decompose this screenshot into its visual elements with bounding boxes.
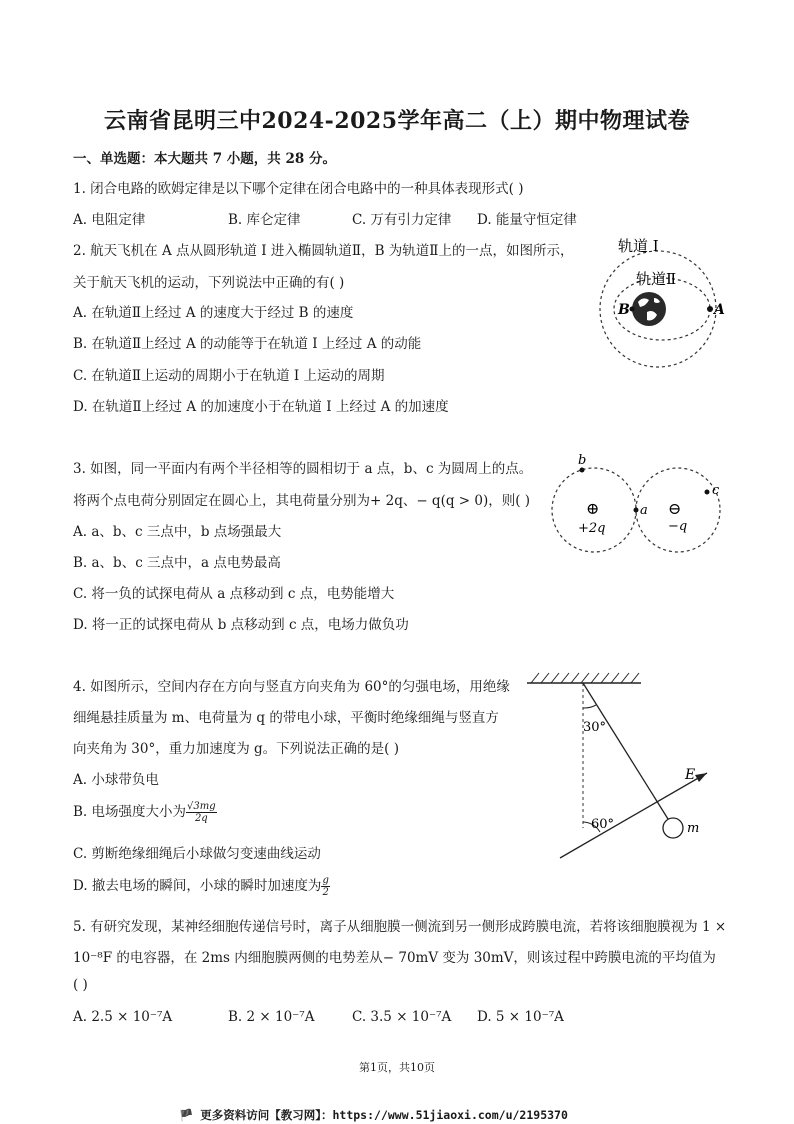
angle-arc-30 (583, 705, 596, 708)
section-heading: 一、单选题：本大题共 7 小题，共 28 分。 (73, 151, 336, 167)
point-b-dot (580, 468, 585, 473)
orbit-diagram (592, 232, 732, 377)
fraction-denominator: 2 (322, 887, 329, 898)
point-b-label: b (578, 453, 587, 468)
q5-option-b: B. 2 × 10⁻⁷A (228, 1009, 315, 1025)
q4-stem-line2: 细绳悬挂质量为 m、电荷量为 q 的带电小球，平衡时绝缘细绳与竖直方 (73, 710, 499, 726)
point-b-dot (630, 307, 635, 312)
pendulum-field-diagram (525, 668, 725, 864)
q1-option-b: B. 库仑定律 (228, 212, 301, 228)
q1-option-c: C. 万有引力定律 (352, 212, 452, 228)
point-a-dot (634, 508, 639, 513)
ball-mass-label: m (687, 821, 700, 836)
charge2-label: −q (668, 519, 688, 534)
q5-stem-line2: 10⁻⁸F 的电容器，在 2ms 内细胞膜两侧的电势差从− 70mV 变为 30mV，则该过程中跨膜电流的平均值为 (73, 950, 716, 966)
q1-stem: 1. 闭合电路的欧姆定律是以下哪个定律在闭合电路中的一种具体表现形式( ) (73, 181, 524, 197)
q5-option-d: D. 5 × 10⁻⁷A (477, 1009, 564, 1025)
q1-option-d: D. 能量守恒定律 (477, 212, 577, 228)
earth-icon (632, 292, 666, 326)
page-number: 第1页，共10页 (359, 1061, 435, 1074)
orbit1-label: 轨道 Ⅰ (618, 237, 659, 255)
point-a-label: a (640, 503, 648, 518)
q5-stem-line1: 5. 有研究发现，某神经细胞传递信号时，离子从细胞膜一侧流到另一侧形成跨膜电流，若将该细胞膜视为 1 × (73, 919, 727, 935)
fraction-numerator: g (322, 875, 329, 886)
ceiling-hatch (531, 673, 639, 683)
q3-option-a: A. a、b、c 三点中，b 点场强最大 (73, 524, 282, 540)
q3-stem-line1: 3. 如图，同一平面内有两个半径相等的圆相切于 a 点，b、c 为圆周上的点。 (73, 461, 533, 477)
point-a-label: A (714, 302, 725, 318)
charge1-label: +2q (578, 521, 606, 536)
q5-stem-line3: ( ) (73, 977, 88, 993)
q4-option-d-text: D. 撤去电场的瞬间，小球的瞬时加速度为 (73, 878, 322, 894)
q2-stem-line2: 关于航天飞机的运动，下列说法中正确的有( ) (73, 275, 345, 291)
q4-option-d (73, 874, 330, 898)
q2-stem-line1: 2. 航天飞机在 A 点从圆形轨道 Ⅰ 进入椭圆轨道Ⅱ，B 为轨道Ⅱ上的一点，如图所示， (73, 243, 574, 259)
q4-option-d-fraction (321, 875, 329, 898)
angle-60-label: 60° (591, 817, 615, 832)
q4-option-b-text: B. 电场强度大小为 (73, 804, 187, 820)
point-b-label: B (618, 302, 630, 318)
field-arrow-icon (695, 773, 707, 782)
field-e-label: E (685, 767, 696, 783)
fraction-numerator: √3mg (187, 801, 216, 812)
point-c-dot (705, 490, 710, 495)
q4-option-b-fraction (186, 801, 217, 824)
q4-stem-line3: 向夹角为 30°，重力加速度为 g。下列说法正确的是( ) (73, 741, 399, 757)
q4-option-b (73, 800, 217, 824)
negative-charge-icon: ⊖ (668, 499, 682, 518)
two-circles-diagram (548, 452, 728, 562)
orbit2-label: 轨道Ⅱ (636, 270, 677, 288)
field-line-e (560, 773, 707, 858)
angle-30-label: 30° (583, 720, 607, 735)
q2-option-d: D. 在轨道Ⅱ上经过 A 的加速度小于在轨道 Ⅰ 上经过 A 的加速度 (73, 399, 449, 415)
q3-option-d: D. 将一正的试探电荷从 b 点移动到 c 点，电场力做负功 (73, 617, 409, 633)
fraction-denominator: 2q (194, 813, 208, 824)
string-line (583, 683, 668, 819)
q3-stem-line2: 将两个点电荷分别固定在圆心上，其电荷量分别为+ 2q、− q(q > 0)，则( ) (73, 493, 531, 509)
q3-option-b: B. a、b、c 三点中，a 点电势最高 (73, 555, 281, 571)
q4-option-a: A. 小球带负电 (73, 772, 159, 788)
q3-option-c: C. 将一负的试探电荷从 a 点移动到 c 点，电势能增大 (73, 586, 395, 602)
page-title: 云南省昆明三中2024-2025学年高二（上）期中物理试卷 (103, 108, 691, 134)
q4-stem-line1: 4. 如图所示，空间内存在方向与竖直方向夹角为 60°的匀强电场，用绝缘 (73, 679, 510, 695)
q2-option-a: A. 在轨道Ⅱ上经过 A 的速度大于经过 B 的速度 (73, 305, 354, 321)
positive-charge-icon: ⊕ (586, 499, 600, 518)
resource-link[interactable]: 🏴 更多资料访问【教习网】：https://www.51jiaoxi.com/u/2195370 (179, 1108, 568, 1122)
q4-option-c: C. 剪断绝缘细绳后小球做匀变速曲线运动 (73, 846, 321, 862)
q2-option-c: C. 在轨道Ⅱ上运动的周期小于在轨道 Ⅰ 上运动的周期 (73, 368, 385, 384)
charged-ball (663, 818, 683, 838)
point-c-label: c (712, 483, 720, 498)
q5-option-c: C. 3.5 × 10⁻⁷A (352, 1009, 452, 1025)
point-a-dot (707, 306, 713, 312)
q5-option-a: A. 2.5 × 10⁻⁷A (73, 1009, 173, 1025)
q1-option-a: A. 电阻定律 (73, 212, 146, 228)
q2-option-b: B. 在轨道Ⅱ上经过 A 的动能等于在轨道 Ⅰ 上经过 A 的动能 (73, 336, 422, 352)
